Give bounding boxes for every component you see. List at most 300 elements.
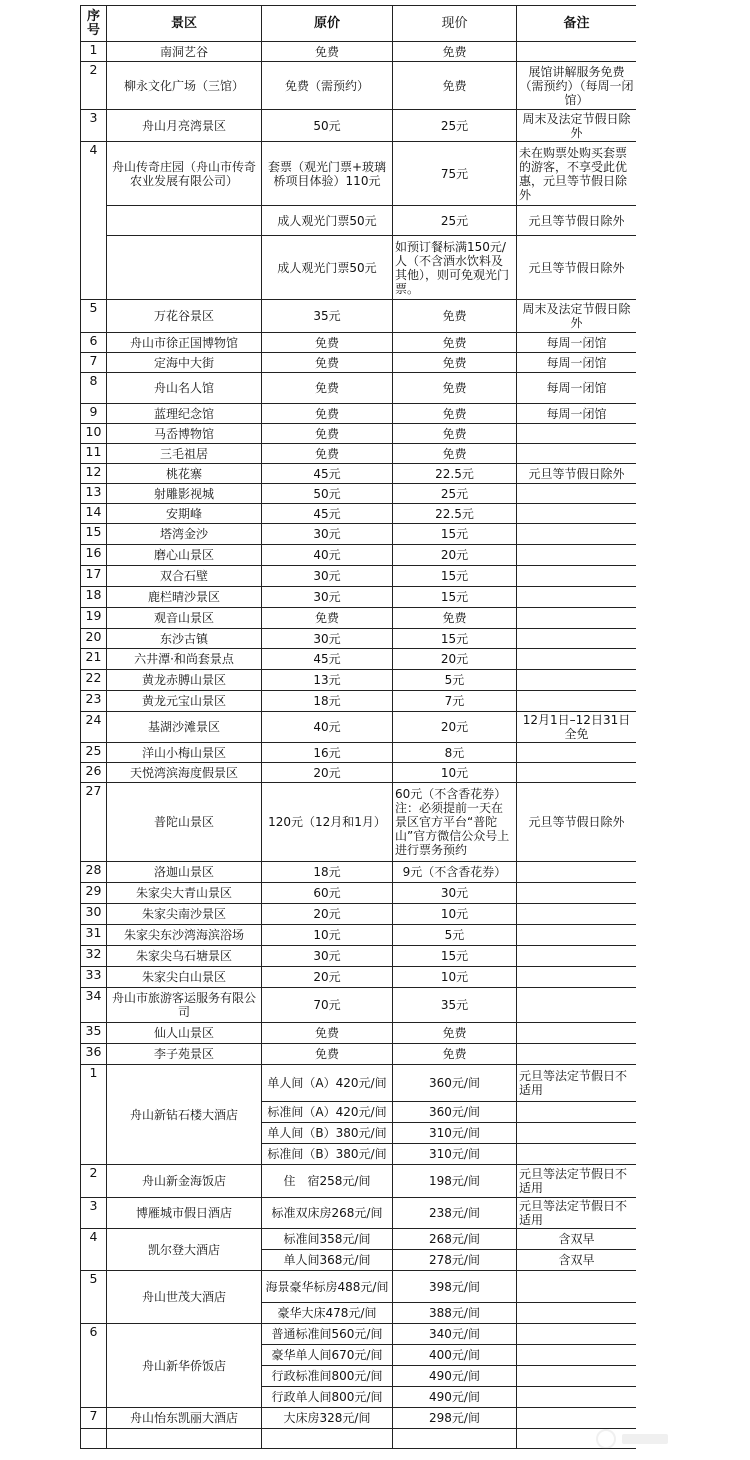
current-price: 75元 bbox=[393, 142, 517, 206]
original-price: 普通标准间560元/间 bbox=[262, 1324, 393, 1345]
original-price: 45元 bbox=[262, 464, 393, 484]
scenic-name bbox=[107, 1429, 262, 1449]
original-price: 16元 bbox=[262, 743, 393, 763]
current-price: 15元 bbox=[393, 587, 517, 608]
scenic-name: 舟山名人馆 bbox=[107, 373, 262, 404]
price-table-container bbox=[80, 5, 636, 1460]
table-body bbox=[81, 42, 637, 1449]
note bbox=[517, 670, 637, 691]
table-row bbox=[81, 967, 637, 988]
note bbox=[517, 629, 637, 649]
note bbox=[517, 988, 637, 1023]
original-price: 行政单人间800元/间 bbox=[262, 1387, 393, 1408]
note bbox=[517, 587, 637, 608]
table-row bbox=[81, 783, 637, 862]
note: 每周一闭馆 bbox=[517, 373, 637, 404]
current-price: 免费 bbox=[393, 444, 517, 464]
row-number: 29 bbox=[81, 883, 107, 904]
note: 含双早 bbox=[517, 1250, 637, 1271]
original-price: 30元 bbox=[262, 524, 393, 545]
scenic-name: 舟山新钻石楼大酒店 bbox=[107, 1065, 262, 1165]
original-price: 45元 bbox=[262, 649, 393, 670]
table-row bbox=[81, 743, 637, 763]
current-price: 490元/间 bbox=[393, 1387, 517, 1408]
original-price: 18元 bbox=[262, 691, 393, 712]
note bbox=[517, 743, 637, 763]
current-price: 35元 bbox=[393, 988, 517, 1023]
table-row bbox=[81, 946, 637, 967]
scenic-name: 桃花寨 bbox=[107, 464, 262, 484]
scenic-name: 朱家尖大青山景区 bbox=[107, 883, 262, 904]
original-price: 免费 bbox=[262, 444, 393, 464]
current-price: 22.5元 bbox=[393, 464, 517, 484]
table-row bbox=[81, 862, 637, 883]
note bbox=[517, 904, 637, 925]
original-price: 30元 bbox=[262, 566, 393, 587]
price-table bbox=[80, 5, 636, 1449]
row-number: 21 bbox=[81, 649, 107, 670]
scenic-name: 蓝理纪念馆 bbox=[107, 404, 262, 424]
row-number: 34 bbox=[81, 988, 107, 1023]
original-price: 豪华单人间670元/间 bbox=[262, 1345, 393, 1366]
original-price: 30元 bbox=[262, 946, 393, 967]
note bbox=[517, 608, 637, 629]
current-price: 198元/间 bbox=[393, 1165, 517, 1198]
scenic-name: 朱家尖白山景区 bbox=[107, 967, 262, 988]
note: 每周一闭馆 bbox=[517, 333, 637, 353]
note bbox=[517, 862, 637, 883]
row-number: 4 bbox=[81, 1229, 107, 1271]
scenic-name: 舟山世茂大酒店 bbox=[107, 1271, 262, 1324]
table-row bbox=[81, 1324, 637, 1345]
note bbox=[517, 424, 637, 444]
table-row bbox=[81, 142, 637, 206]
original-price: 免费 bbox=[262, 333, 393, 353]
row-number: 7 bbox=[81, 1408, 107, 1429]
scenic-name: 六井潭·和尚套景点 bbox=[107, 649, 262, 670]
scenic-name: 舟山月亮湾景区 bbox=[107, 110, 262, 142]
table-row bbox=[81, 1165, 637, 1198]
row-number: 7 bbox=[81, 353, 107, 373]
table-row bbox=[81, 925, 637, 946]
original-price: 成人观光门票50元 bbox=[262, 206, 393, 236]
scenic-name: 黄龙赤膊山景区 bbox=[107, 670, 262, 691]
original-price: 标准间358元/间 bbox=[262, 1229, 393, 1250]
note: 元旦等节假日除外 bbox=[517, 783, 637, 862]
current-price: 免费 bbox=[393, 608, 517, 629]
original-price: 70元 bbox=[262, 988, 393, 1023]
row-number: 10 bbox=[81, 424, 107, 444]
current-price: 20元 bbox=[393, 545, 517, 566]
original-price: 40元 bbox=[262, 712, 393, 743]
scenic-name: 舟山新金海饭店 bbox=[107, 1165, 262, 1198]
note: 元旦等法定节假日不适用 bbox=[517, 1065, 637, 1102]
original-price: 套票（观光门票+玻璃桥项目体验）110元 bbox=[262, 142, 393, 206]
current-price: 免费 bbox=[393, 62, 517, 110]
table-row bbox=[81, 110, 637, 142]
table-row bbox=[81, 904, 637, 925]
scenic-name: 洋山小梅山景区 bbox=[107, 743, 262, 763]
table-row bbox=[81, 444, 637, 464]
table-row bbox=[81, 424, 637, 444]
table-row bbox=[81, 42, 637, 62]
table-row bbox=[81, 712, 637, 743]
note bbox=[517, 883, 637, 904]
note bbox=[517, 925, 637, 946]
table-row bbox=[81, 464, 637, 484]
note: 周末及法定节假日除外 bbox=[517, 300, 637, 333]
table-row bbox=[81, 524, 637, 545]
note bbox=[517, 1102, 637, 1123]
row-number: 1 bbox=[81, 1065, 107, 1165]
note: 未在购票处购买套票的游客，不享受此优惠，元旦等节假日除外 bbox=[517, 142, 637, 206]
original-price: 免费 bbox=[262, 404, 393, 424]
row-number: 17 bbox=[81, 566, 107, 587]
row-number: 22 bbox=[81, 670, 107, 691]
table-row bbox=[81, 608, 637, 629]
note bbox=[517, 1023, 637, 1044]
table-row bbox=[81, 353, 637, 373]
original-price: 20元 bbox=[262, 763, 393, 783]
row-number: 20 bbox=[81, 629, 107, 649]
note: 元旦等法定节假日不适用 bbox=[517, 1198, 637, 1229]
table-row bbox=[81, 1408, 637, 1429]
table-row bbox=[81, 649, 637, 670]
row-number bbox=[81, 1429, 107, 1449]
row-number: 16 bbox=[81, 545, 107, 566]
current-price: 25元 bbox=[393, 206, 517, 236]
scenic-name: 射雕影视城 bbox=[107, 484, 262, 504]
note bbox=[517, 1123, 637, 1144]
note bbox=[517, 444, 637, 464]
scenic-name: 东沙古镇 bbox=[107, 629, 262, 649]
original-price: 60元 bbox=[262, 883, 393, 904]
table-row bbox=[81, 566, 637, 587]
current-price: 360元/间 bbox=[393, 1102, 517, 1123]
table-row bbox=[81, 404, 637, 424]
table-row bbox=[81, 504, 637, 524]
original-price: 50元 bbox=[262, 110, 393, 142]
table-row bbox=[81, 62, 637, 110]
scenic-name: 舟山传奇庄园（舟山市传奇农业发展有限公司） bbox=[107, 142, 262, 206]
table-row bbox=[81, 670, 637, 691]
note: 元旦等法定节假日不适用 bbox=[517, 1165, 637, 1198]
note bbox=[517, 1345, 637, 1366]
current-price: 免费 bbox=[393, 404, 517, 424]
scenic-name: 博雁城市假日酒店 bbox=[107, 1198, 262, 1229]
original-price: 40元 bbox=[262, 545, 393, 566]
original-price bbox=[262, 1429, 393, 1449]
header-original-price: 原价 bbox=[262, 6, 393, 42]
note bbox=[517, 1271, 637, 1303]
row-number: 25 bbox=[81, 743, 107, 763]
current-price: 15元 bbox=[393, 566, 517, 587]
current-price: 60元（不含香花券）注：必须提前一天在景区官方平台“普陀山”官方微信公众号上进行票务预约 bbox=[393, 783, 517, 862]
table-row bbox=[81, 300, 637, 333]
scenic-name: 朱家尖南沙景区 bbox=[107, 904, 262, 925]
table-row bbox=[81, 1229, 637, 1250]
row-number: 36 bbox=[81, 1044, 107, 1065]
note bbox=[517, 566, 637, 587]
scenic-name: 朱家尖东沙湾海滨浴场 bbox=[107, 925, 262, 946]
row-number: 28 bbox=[81, 862, 107, 883]
table-row bbox=[81, 236, 637, 300]
row-number: 26 bbox=[81, 763, 107, 783]
scenic-name: 三毛祖居 bbox=[107, 444, 262, 464]
scenic-name: 塔湾金沙 bbox=[107, 524, 262, 545]
table-row bbox=[81, 1023, 637, 1044]
note: 展馆讲解服务免费（需预约）（每周一闭馆） bbox=[517, 62, 637, 110]
note bbox=[517, 42, 637, 62]
note: 元旦等节假日除外 bbox=[517, 464, 637, 484]
table-row bbox=[81, 206, 637, 236]
row-number: 33 bbox=[81, 967, 107, 988]
current-price: 278元/间 bbox=[393, 1250, 517, 1271]
header-no: 序号 bbox=[81, 6, 107, 42]
original-price: 豪华大床478元/间 bbox=[262, 1303, 393, 1324]
original-price: 免费（需预约） bbox=[262, 62, 393, 110]
scenic-name: 磨心山景区 bbox=[107, 545, 262, 566]
scenic-name: 定海中大街 bbox=[107, 353, 262, 373]
original-price: 20元 bbox=[262, 967, 393, 988]
note bbox=[517, 484, 637, 504]
current-price bbox=[393, 1429, 517, 1449]
original-price: 30元 bbox=[262, 629, 393, 649]
original-price: 13元 bbox=[262, 670, 393, 691]
current-price: 5元 bbox=[393, 925, 517, 946]
current-price: 15元 bbox=[393, 946, 517, 967]
scenic-name bbox=[107, 236, 262, 300]
original-price: 45元 bbox=[262, 504, 393, 524]
scenic-name: 舟山怡东凯丽大酒店 bbox=[107, 1408, 262, 1429]
current-price: 30元 bbox=[393, 883, 517, 904]
note: 元旦等节假日除外 bbox=[517, 236, 637, 300]
original-price: 免费 bbox=[262, 608, 393, 629]
current-price: 15元 bbox=[393, 629, 517, 649]
original-price: 20元 bbox=[262, 904, 393, 925]
header-scenic: 景区 bbox=[107, 6, 262, 42]
scenic-name: 天悦湾滨海度假景区 bbox=[107, 763, 262, 783]
original-price: 120元（12月和1月） bbox=[262, 783, 393, 862]
original-price: 免费 bbox=[262, 1023, 393, 1044]
original-price: 标准间（A）420元/间 bbox=[262, 1102, 393, 1123]
table-row bbox=[81, 545, 637, 566]
scenic-name: 凯尔登大酒店 bbox=[107, 1229, 262, 1271]
scenic-name: 马岙博物馆 bbox=[107, 424, 262, 444]
current-price: 490元/间 bbox=[393, 1366, 517, 1387]
row-number: 30 bbox=[81, 904, 107, 925]
row-number: 12 bbox=[81, 464, 107, 484]
row-number: 6 bbox=[81, 1324, 107, 1408]
scenic-name: 南洞艺谷 bbox=[107, 42, 262, 62]
current-price: 5元 bbox=[393, 670, 517, 691]
scenic-name: 安期峰 bbox=[107, 504, 262, 524]
original-price: 住 宿258元/间 bbox=[262, 1165, 393, 1198]
row-number: 23 bbox=[81, 691, 107, 712]
original-price: 大床房328元/间 bbox=[262, 1408, 393, 1429]
table-row bbox=[81, 691, 637, 712]
current-price: 7元 bbox=[393, 691, 517, 712]
scenic-name: 李子苑景区 bbox=[107, 1044, 262, 1065]
row-number: 11 bbox=[81, 444, 107, 464]
note bbox=[517, 1303, 637, 1324]
original-price: 单人间（B）380元/间 bbox=[262, 1123, 393, 1144]
scenic-name: 基湖沙滩景区 bbox=[107, 712, 262, 743]
original-price: 50元 bbox=[262, 484, 393, 504]
current-price: 310元/间 bbox=[393, 1123, 517, 1144]
table-row bbox=[81, 763, 637, 783]
note bbox=[517, 1366, 637, 1387]
original-price: 海景豪华标房488元/间 bbox=[262, 1271, 393, 1303]
current-price: 15元 bbox=[393, 524, 517, 545]
table-row bbox=[81, 373, 637, 404]
note: 每周一闭馆 bbox=[517, 404, 637, 424]
table-row bbox=[81, 629, 637, 649]
scenic-name: 舟山市徐正国博物馆 bbox=[107, 333, 262, 353]
original-price: 成人观光门票50元 bbox=[262, 236, 393, 300]
header-note: 备注 bbox=[517, 6, 637, 42]
current-price: 398元/间 bbox=[393, 1271, 517, 1303]
scenic-name bbox=[107, 206, 262, 236]
row-number: 24 bbox=[81, 712, 107, 743]
note bbox=[517, 1324, 637, 1345]
current-price: 9元（不含香花券） bbox=[393, 862, 517, 883]
scenic-name: 洛迦山景区 bbox=[107, 862, 262, 883]
scenic-name: 鹿栏晴沙景区 bbox=[107, 587, 262, 608]
note: 12月1日–12日31日全免 bbox=[517, 712, 637, 743]
row-number: 4 bbox=[81, 142, 107, 300]
row-number: 8 bbox=[81, 373, 107, 404]
current-price: 如预订餐标满150元/人（不含酒水饮料及其他），则可免观光门票。 bbox=[393, 236, 517, 300]
original-price: 单人间（A）420元/间 bbox=[262, 1065, 393, 1102]
current-price: 免费 bbox=[393, 333, 517, 353]
current-price: 400元/间 bbox=[393, 1345, 517, 1366]
note bbox=[517, 545, 637, 566]
table-row bbox=[81, 1065, 637, 1102]
current-price: 25元 bbox=[393, 110, 517, 142]
current-price: 20元 bbox=[393, 649, 517, 670]
current-price: 免费 bbox=[393, 1044, 517, 1065]
scenic-name: 万花谷景区 bbox=[107, 300, 262, 333]
row-number: 31 bbox=[81, 925, 107, 946]
current-price: 8元 bbox=[393, 743, 517, 763]
current-price: 238元/间 bbox=[393, 1198, 517, 1229]
note bbox=[517, 1144, 637, 1165]
row-number: 13 bbox=[81, 484, 107, 504]
table-row bbox=[81, 1429, 637, 1449]
scenic-name: 柳永文化广场（三馆） bbox=[107, 62, 262, 110]
original-price: 标准间（B）380元/间 bbox=[262, 1144, 393, 1165]
row-number: 1 bbox=[81, 42, 107, 62]
row-number: 19 bbox=[81, 608, 107, 629]
note: 含双早 bbox=[517, 1229, 637, 1250]
original-price: 免费 bbox=[262, 1044, 393, 1065]
current-price: 免费 bbox=[393, 1023, 517, 1044]
scenic-name: 观音山景区 bbox=[107, 608, 262, 629]
current-price: 免费 bbox=[393, 300, 517, 333]
scenic-name: 普陀山景区 bbox=[107, 783, 262, 862]
table-row bbox=[81, 587, 637, 608]
original-price: 35元 bbox=[262, 300, 393, 333]
original-price: 10元 bbox=[262, 925, 393, 946]
row-number: 18 bbox=[81, 587, 107, 608]
note: 周末及法定节假日除外 bbox=[517, 110, 637, 142]
original-price: 免费 bbox=[262, 42, 393, 62]
note bbox=[517, 1387, 637, 1408]
scenic-name: 黄龙元宝山景区 bbox=[107, 691, 262, 712]
note bbox=[517, 946, 637, 967]
table-row bbox=[81, 1198, 637, 1229]
original-price: 免费 bbox=[262, 373, 393, 404]
note bbox=[517, 504, 637, 524]
table-row bbox=[81, 1271, 637, 1303]
table-row bbox=[81, 988, 637, 1023]
current-price: 268元/间 bbox=[393, 1229, 517, 1250]
table-row bbox=[81, 484, 637, 504]
row-number: 5 bbox=[81, 300, 107, 333]
row-number: 14 bbox=[81, 504, 107, 524]
current-price: 298元/间 bbox=[393, 1408, 517, 1429]
scenic-name: 舟山新华侨饭店 bbox=[107, 1324, 262, 1408]
scenic-name: 双合石壁 bbox=[107, 566, 262, 587]
watermark-icon bbox=[594, 1426, 672, 1452]
table-row bbox=[81, 883, 637, 904]
current-price: 免费 bbox=[393, 373, 517, 404]
original-price: 30元 bbox=[262, 587, 393, 608]
note: 每周一闭馆 bbox=[517, 353, 637, 373]
row-number: 3 bbox=[81, 1198, 107, 1229]
note bbox=[517, 1044, 637, 1065]
original-price: 标准双床房268元/间 bbox=[262, 1198, 393, 1229]
original-price: 18元 bbox=[262, 862, 393, 883]
current-price: 310元/间 bbox=[393, 1144, 517, 1165]
current-price: 10元 bbox=[393, 904, 517, 925]
note bbox=[517, 967, 637, 988]
current-price: 340元/间 bbox=[393, 1324, 517, 1345]
row-number: 6 bbox=[81, 333, 107, 353]
row-number: 15 bbox=[81, 524, 107, 545]
current-price: 免费 bbox=[393, 353, 517, 373]
row-number: 35 bbox=[81, 1023, 107, 1044]
scenic-name: 舟山市旅游客运服务有限公司 bbox=[107, 988, 262, 1023]
original-price: 免费 bbox=[262, 424, 393, 444]
current-price: 10元 bbox=[393, 967, 517, 988]
note bbox=[517, 691, 637, 712]
current-price: 25元 bbox=[393, 484, 517, 504]
header-current-price: 现价 bbox=[393, 6, 517, 42]
current-price: 20元 bbox=[393, 712, 517, 743]
table-row bbox=[81, 333, 637, 353]
original-price: 行政标准间800元/间 bbox=[262, 1366, 393, 1387]
row-number: 3 bbox=[81, 110, 107, 142]
note: 元旦等节假日除外 bbox=[517, 206, 637, 236]
note bbox=[517, 649, 637, 670]
note bbox=[517, 524, 637, 545]
header-row bbox=[81, 6, 637, 42]
current-price: 22.5元 bbox=[393, 504, 517, 524]
current-price: 免费 bbox=[393, 42, 517, 62]
row-number: 9 bbox=[81, 404, 107, 424]
current-price: 免费 bbox=[393, 424, 517, 444]
note bbox=[517, 763, 637, 783]
row-number: 2 bbox=[81, 1165, 107, 1198]
row-number: 5 bbox=[81, 1271, 107, 1324]
scenic-name: 朱家尖乌石塘景区 bbox=[107, 946, 262, 967]
row-number: 2 bbox=[81, 62, 107, 110]
original-price: 单人间368元/间 bbox=[262, 1250, 393, 1271]
table-row bbox=[81, 1044, 637, 1065]
scenic-name: 仙人山景区 bbox=[107, 1023, 262, 1044]
